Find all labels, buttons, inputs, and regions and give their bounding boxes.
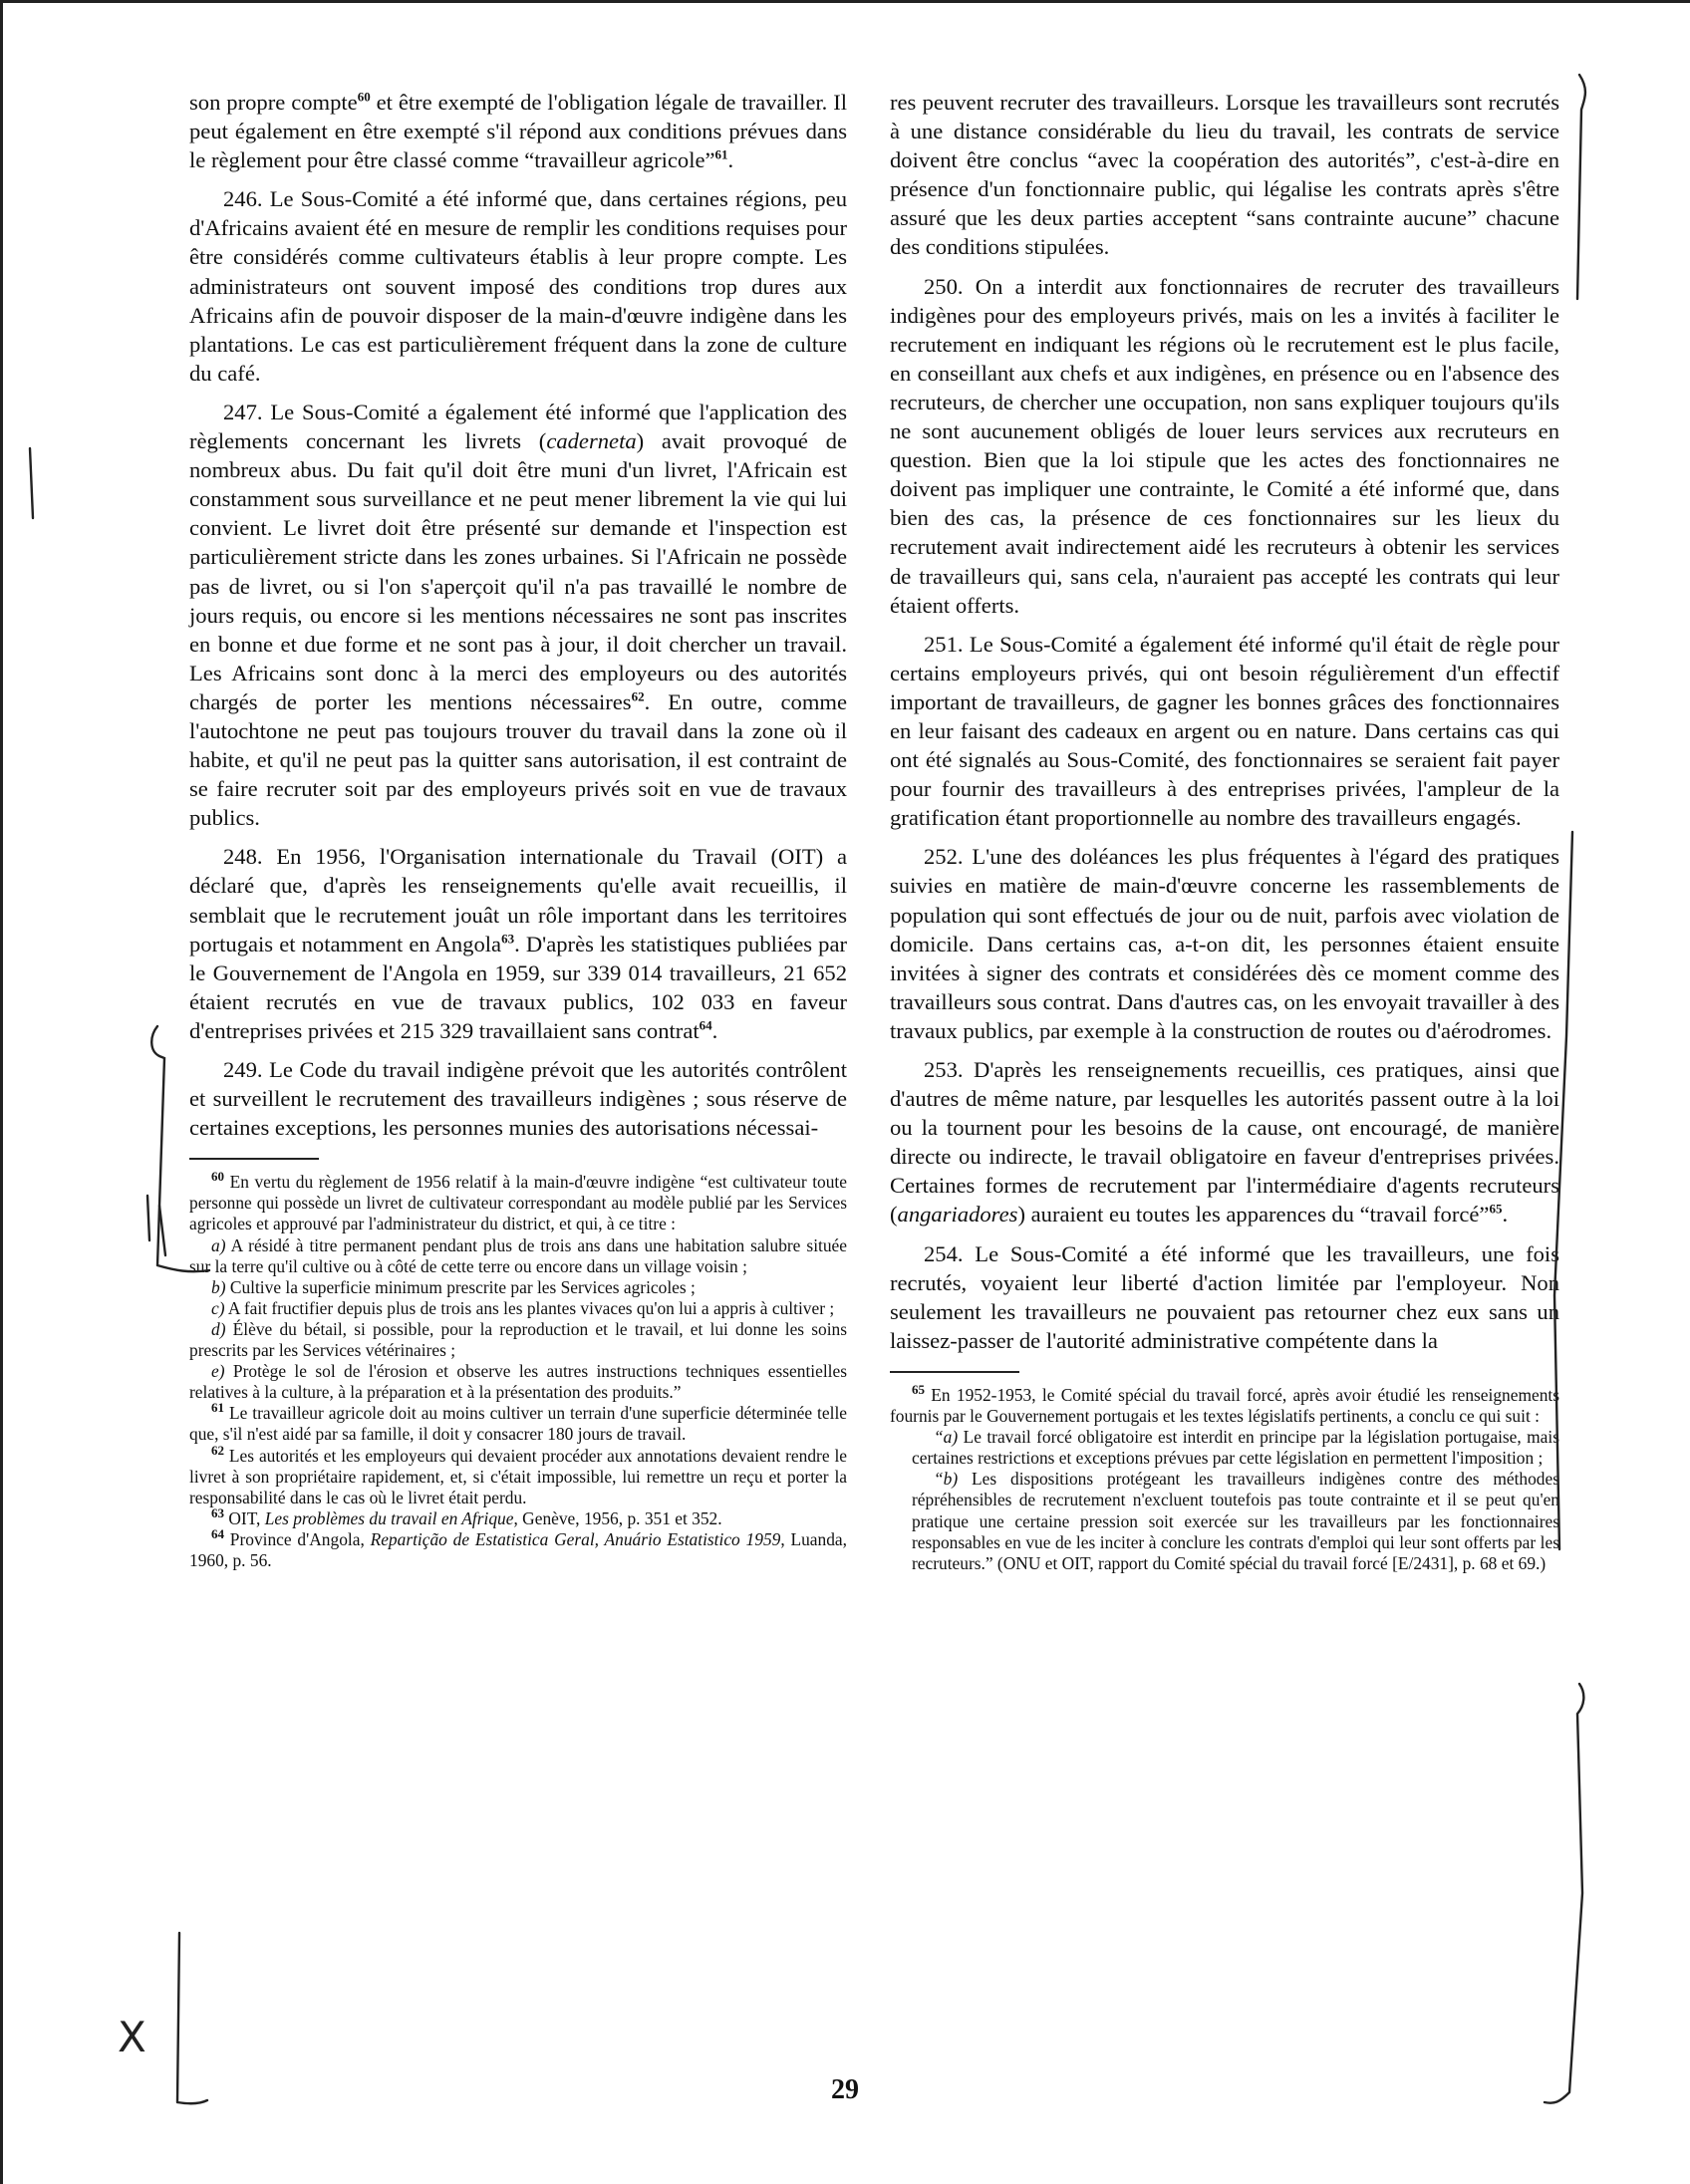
paragraph-254: 254. Le Sous-Comité a été informé que les travailleurs, une fois recrutés, voyaient leur liberté d'action limitée par l'employeur. Non seulement les travailleurs ne pouvaient pas retourner chez eux sans un laissez-passer de l'autorité administrative compétente dans la [890,1240,1559,1353]
footnote-65-quote-b: “b) Les dispositions protégeant les travailleurs indigènes contre des méthodes répréhensibles de recrutement n'excluent toutefois pas toute contrainte et il se peut qu'en pratique une certaine pression soit exercée sur les travailleurs par les fonctionnaires responsables en vue de les inciter à conclure les contrats d'emploi qui leur sont offerts par les recruteurs.” (ONU et OIT, rapport du Comité spécial du travail forcé [E/2431], p. 68 et 69.) [912,1469,1559,1573]
paragraph-245-continuation: son propre compte$^{60}$ et être exempté de l'obligation légale de travailler. Il peut également en être exempté s'il répond aux conditions prévues dans le règlement pour être classé comme “travailleur agricole”$^{61}$. [189,89,847,173]
scan-edge-left [0,0,3,2184]
footnote-60: $^{60}$ En vertu du règlement de 1956 relatif à la main-d'œuvre indigène “est cultivateur toute personne qui possède un livret de cultivateur correspondant au modèle publié par les Services agricoles et approuvé par l'administrateur du district, et qui, à ce titre : [189,1169,847,1234]
paragraph-249-continuation: res peuvent recruter des travailleurs. Lorsque les travailleurs sont recrutés à une distance considérable du lieu du travail, les contrats de service doivent être conclus “avec la coopération des autorités”, c'est-à-dire en présence d'un fonctionnaire public, qui légalise les contrats après s'être assuré que les deux parties acceptent “sans contrainte aucune” chacune des conditions stipulées. [890,90,1559,260]
footnotes-left [189,1169,847,1571]
footnote-65: $^{65}$ En 1952-1953, le Comité spécial du travail forcé, après avoir étudié les renseignements fournis par le Gouvernement portugais et les textes législatifs pertinents, a conclu ce qui suit : [890,1382,1559,1427]
page-number: 29 [831,2074,859,2105]
footnote-65-quote-a: “a) Le travail forcé obligatoire est interdit en principe par la législation portugaise, mais certaines restrictions et exceptions prévues par cette législation en permettent l'imposition ; [912,1427,1559,1469]
footnote-64: $^{64}$ Province d'Angola, Repartição de Estatistica Geral, Anuário Estatistico 1959, Luanda, 1960, p. 56. [189,1526,847,1570]
right-bracket-mark-footnotes [1545,1684,1583,2103]
footnotes-right [890,1382,1559,1574]
footnote-61: $^{61}$ Le travailleur agricole doit au moins cultiver un terrain d'une superficie déterminée telle que, s'il n'est aidé par sa famille, il doit y consacrer 180 jours de travail. [189,1400,847,1445]
paragraph-250: 250. On a interdit aux fonctionnaires de recruter des travailleurs indigènes pour des employeurs privés, mais on les a invités à faciliter le recrutement en indiquant les régions où le recrutement est le plus facile, en conseillant aux chefs et aux indigènes, en présence ou en l'absence des recruteurs, de chercher une occupation, non sans expliquer toujours qu'ils ne sont aucunement obligés de louer leurs services aux recruteurs en question. Bien que la loi stipule que les actes des fonctionnaires ne doivent pas impliquer une contrainte, le Comité a été informé que, dans bien des cas, la présence de ces fonctionnaires sur les lieux du recrutement avait indirectement aidé les recruteurs à obtenir les services de travailleurs qui, sans cela, n'auraient pas accepté les contrats qui leur étaient offerts. [890,273,1559,618]
paragraph-252: 252. L'une des doléances les plus fréquentes à l'égard des pratiques suivies en matière de main-d'œuvre concerne les rassemblements de population qui sont effectués de jour ou de nuit, parfois avec violation de domicile. Dans certains cas, a-t-on dit, les personnes étaient ensuite invitées à signer des contrats et considérées dès ce moment comme des travailleurs sous contrat. Dans d'autres cas, on les envoyait travailler à des travaux publics, par exemple à la construction de routes ou d'aérodromes. [890,844,1559,1043]
paragraph-248: 248. En 1956, l'Organisation internationale du Travail (OIT) a déclaré que, d'après les renseignements qu'elle avait recueillis, il semblait que le recrutement jouât un rôle important dans les territoires portugais et notamment en Angola$^{63}$. D'après les statistiques publiées par le Gouvernement de l'Angola en 1959, sur 339 014 travailleurs, 21 652 étaient recrutés en vue de travaux publics, 102 033 en faveur d'entreprises privées et 215 329 travaillaient sans contrat$^{64}$. [189,844,847,1043]
scan-edge-top [0,0,1690,3]
footnote-ref-63[interactable]: 63 [501,931,515,947]
footnote-60-item-c: c) A fait fructifier depuis plus de trois ans les plantes vivaces qu'on lui a appris à cultiver ; [211,1297,835,1318]
paragraph-253: 253. D'après les renseignements recueillis, ces pratiques, ainsi que d'autres de même nature, par lesquelles les autorités passent outre à la loi ou la tournent pour les besoins de la cause, ont encouragé, de manière directe ou indirecte, le travail obligatoire en faveur d'entreprises privées. Certaines formes de recrutement par l'intermédiaire d'agents recruteurs (angariadores) auraient eu toutes les apparences du “travail forcé”$^{65}$. [890,1057,1559,1228]
footnote-ref-62[interactable]: 62 [631,688,645,704]
footnote-60-item-e: e) Protège le sol de l'érosion et observe les autres instructions techniques essentielles relatives à la culture, à la préparation et à la présentation des produits.” [189,1361,847,1403]
right-bracket-mark-top [1577,75,1585,299]
footnote-60-item-b: b) Cultive la superficie minimum prescrite par les Services agricoles ; [211,1276,696,1297]
footnote-ref-64[interactable]: 64 [699,1017,712,1033]
paragraph-246: 246. Le Sous-Comité a été informé que, dans certaines régions, peu d'Africains avaient été en mesure de remplir les conditions requises pour être considérés comme cultivateurs établis à leur propre compte. Les administrateurs ont souvent imposé des conditions trop dures aux Africains afin de pouvoir disposer de la main-d'œuvre indigène dans les plantations. Le cas est particulièrement fréquent dans la zone de culture du café. [189,186,847,386]
footnote-60-item-d: d) Élève du bétail, si possible, pour la reproduction et le travail, et lui donne les soins prescrits par les Services vétérinaires ; [189,1318,847,1361]
paragraph-249: 249. Le Code du travail indigène prévoit que les autorités contrôlent et surveillent le recrutement des travailleurs indigènes ; sous réserve de certaines exceptions, les personnes munies des autorisations nécessai- [189,1057,847,1141]
footnote-separator-right [890,1371,1019,1373]
footnote-ref-60[interactable]: 60 [357,89,371,105]
left-tick-mark-2 [159,1206,165,1255]
left-tick-mark-1 [147,1196,149,1240]
footnote-ref-61[interactable]: 61 [714,146,728,162]
paragraph-251: 251. Le Sous-Comité a également été informé qu'il était de règle pour certains employeurs privés, qui ont besoin régulièrement d'un effectif important de travailleurs, de gagner les bonnes grâces des fonctionnaires en leur faisant des cadeaux en argent ou en nature. Dans certains cas qui ont été signalés au Sous-Comité, des fonctionnaires se seraient fait payer pour fournir des travailleurs à des entreprises privées, l'ampleur de la gratification étant proportionnelle au nombre des travailleurs engagés. [890,631,1559,831]
left-margin-tick [30,448,33,518]
footnote-60-item-a: a) A résidé à titre permanent pendant plus de trois ans dans une habitation salubre située sur la terre qu'il cultive ou à côté de cette terre ou encore dans un village voisin ; [189,1234,847,1276]
right-column [890,88,1559,1574]
footnote-separator [189,1158,319,1160]
footnote-63: $^{63}$ OIT, Les problèmes du travail en Afrique, Genève, 1956, p. 351 et 352. [211,1504,722,1528]
footnote-ref-65[interactable]: 65 [1489,1201,1503,1217]
margin-x-mark: X [118,2013,146,2061]
footnote-62: $^{62}$ Les autorités et les employeurs qui devaient procéder aux annotations devaient rendre le livret à son propriétaire rapidement, et, si c'était impossible, lui remettre un reçu et porter la responsabilité dans le cas où le livret était perdu. [189,1442,847,1507]
paragraph-247: 247. Le Sous-Comité a également été informé que l'application des règlements concernant les livrets (caderneta) avait provoqué de nombreux abus. Du fait qu'il doit être muni d'un livret, l'Africain est constamment sous surveillance et ne peut mener librement la vie qui lui convient. Le livret doit être présenté sur demande et l'inspection est particulièrement stricte dans les zones urbaines. Si l'Africain ne possède pas de livret, ou si l'on s'aperçoit qu'il n'a pas travaillé le nombre de jours requis, ou encore si les mentions nécessaires ne sont pas inscrites en bonne et due forme et ne sont pas à jour, il doit chercher un travail. Les Africains sont donc à la merci des employeurs ou des autorités chargés de porter les mentions nécessaires$^{62}$. En outre, comme l'autochtone ne peut pas toujours trouver du travail dans la zone où il habite, et qu'il ne peut pas la quitter sans autorisation, il est contraint de se faire recruter soit par des employeurs privés soit en vue de travaux publics. [189,399,848,831]
left-column [189,88,847,1571]
